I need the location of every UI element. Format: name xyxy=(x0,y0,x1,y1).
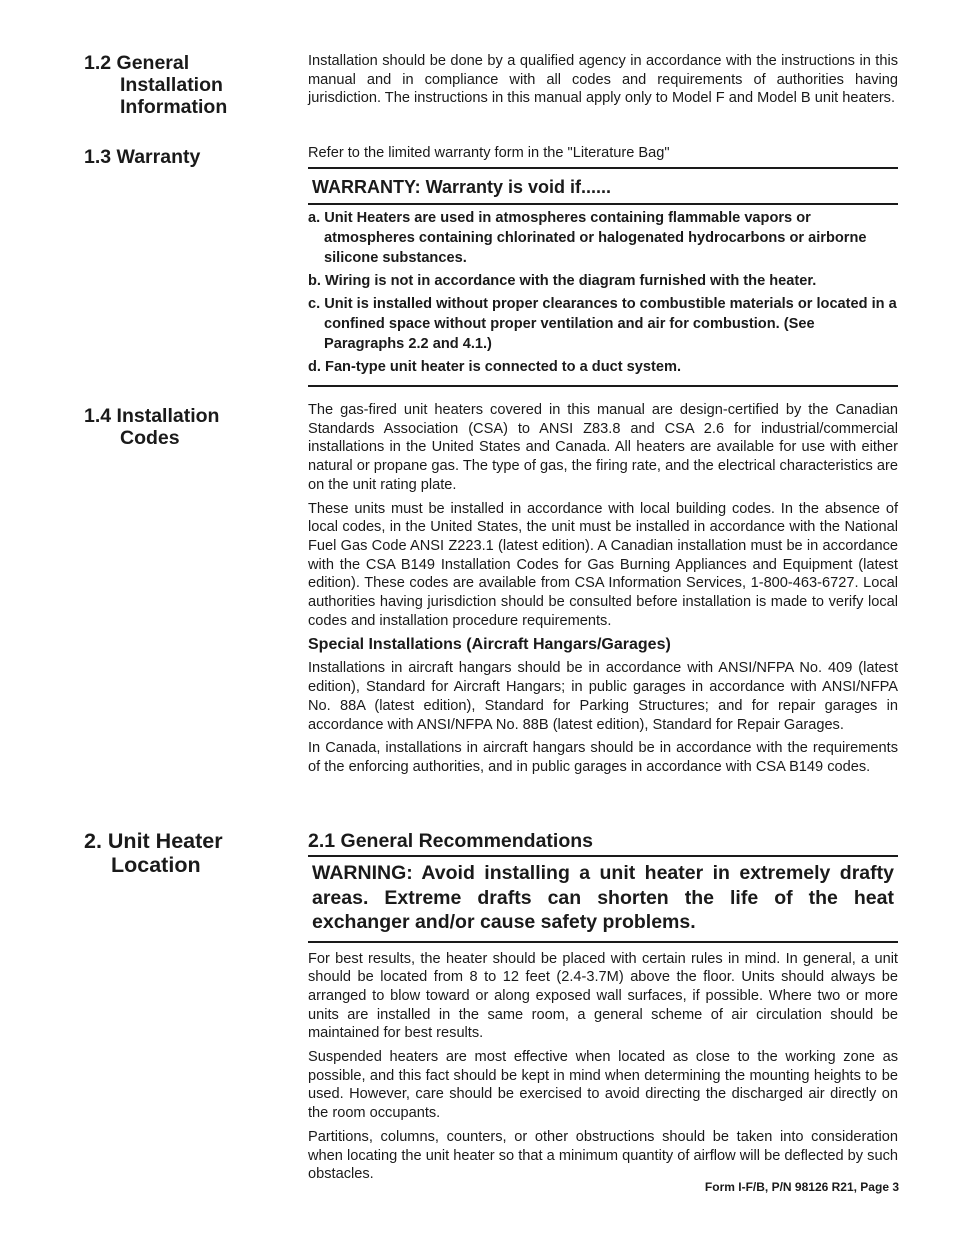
section-2-body xyxy=(308,830,898,1189)
warning-text: WARNING: Avoid installing a unit heater in extremely drafty areas. Extreme drafts can shorten the life of the heat exchanger and/or cause safety problems. xyxy=(312,862,894,933)
heading-line: 1.3 Warranty xyxy=(84,146,201,168)
subheading: Special Installations (Aircraft Hangars/Garages) xyxy=(308,636,671,654)
section-1-3-heading xyxy=(84,146,284,168)
paragraph: In Canada, installations in aircraft hangars should be in accordance with the requirements of the enforcing authorities, and in public garages in accordance with CSA B149 codes. xyxy=(308,740,898,775)
list-item: c. Unit is installed without proper clearances to combustible materials or located in a confined space without proper ventilation and air for combustion. (See Paragraphs 2.2 and 4.1.) xyxy=(308,295,897,352)
heading-line: Location xyxy=(111,853,201,877)
section-1-4-body xyxy=(308,401,898,782)
list-item: a. Unit Heaters are used in atmospheres containing flammable vapors or atmospheres containing chlorinated or halogenated hydrocarbons or airborne silicone substances. xyxy=(308,209,867,266)
warranty-title: WARRANTY: Warranty is void if...... xyxy=(312,176,612,197)
heading-line: 1.2 General xyxy=(84,52,190,74)
list-item: d. Fan-type unit heater is connected to a duct system. xyxy=(308,358,682,375)
page-footer: Form I-F/B, P/N 98126 R21, Page 3 xyxy=(704,1180,899,1194)
heading-line: Codes xyxy=(120,427,180,449)
divider xyxy=(308,385,898,387)
paragraph: Suspended heaters are most effective when located as close to the working zone as possible, and this fact should be kept in mind when determining the mounting heights to be used. However, care should be exercised to avoid directing the discharged air directly on the room occupants. xyxy=(308,1049,898,1122)
paragraph: These units must be installed in accordance with local building codes. In the absence of local codes, in the United States, the unit must be installed in accordance with the National Fuel Gas Code ANSI Z223.1 (latest edition). A Canadian installation must be in accordance with the CSA B149 Installation Codes for Gas Burning Appliances and Equipment (latest edition). These codes are available from CSA Information Services, 1-800-463-6727. Local authorities having jurisdiction should be consulted before installation is made to verify local codes and installation procedure requirements. xyxy=(308,500,898,629)
paragraph: Installation should be done by a qualified agency in accordance with the instructions in this manual and in compliance with all codes and requirements of authorities having jurisdiction. The instructions in this manual apply only to Model F and Model B unit heaters. xyxy=(308,53,898,107)
paragraph: The gas-fired unit heaters covered in this manual are design-certified by the Canadian Standards Association (CSA) to ANSI Z83.8 and CSA 2.6 for industrial/commercial installations in the United States and Canada. All heaters are available for use with either natural or propane gas. The type of gas, the firing rate, and the electrical characteristics are on the unit rating plate. xyxy=(308,402,898,493)
heading-line: Information xyxy=(120,96,228,118)
subheading: 2.1 General Recommendations xyxy=(308,830,594,852)
heading-line: Installation xyxy=(120,74,223,96)
paragraph: Refer to the limited warranty form in the "Literature Bag" xyxy=(308,145,670,161)
paragraph: Installations in aircraft hangars should be in accordance with ANSI/NFPA No. 409 (latest edition), Standard for Aircraft Hangars; in public garages in accordance with ANSI/NFPA No. 88A (latest edition), Standard for Parking Structures; and for repair garages in accordance with ANSI/NFPA No. 88B (latest edition), Standard for Repair Garages. xyxy=(308,660,898,733)
heading-line: 1.4 Installation xyxy=(84,405,220,427)
warning-box xyxy=(308,855,898,943)
paragraph: Partitions, columns, counters, or other obstructions should be taken into consideration when locating the unit heater so that a minimum quantity of airflow will be deflected by such obstacles. xyxy=(308,1128,898,1183)
list-item: b. Wiring is not in accordance with the diagram furnished with the heater. xyxy=(308,272,817,289)
section-2-heading xyxy=(84,829,284,877)
warranty-list xyxy=(308,205,898,385)
section-1-3-body xyxy=(308,144,898,387)
section-1-2-heading xyxy=(84,52,284,118)
heading-line: 2. Unit Heater xyxy=(84,829,223,853)
section-1-4-heading xyxy=(84,405,284,449)
warranty-box xyxy=(308,167,898,387)
section-1-2-body xyxy=(308,52,898,113)
paragraph: For best results, the heater should be placed with certain rules in mind. In general, a unit should be located from 8 to 12 feet (2.4-3.7M) above the floor. Units should always be arranged to blow toward or along exposed wall surfaces, if possible. Where two or more units are installed in the same room, a general scheme of air circulation should be maintained for best results. xyxy=(308,950,898,1042)
